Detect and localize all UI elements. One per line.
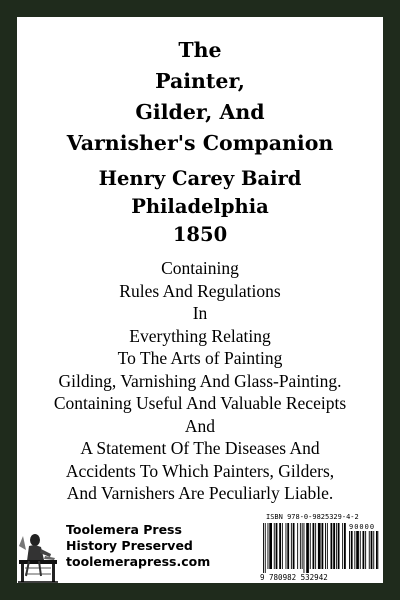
description-line: In: [192, 303, 208, 323]
description-line: Gilding, Varnishing And Glass-Painting.: [58, 370, 342, 391]
ean-barcode-bars: [263, 523, 347, 573]
description-line: And Varnishers Are Peculiarly Liable.: [66, 483, 334, 503]
isbn-label: ISBN 978-0-9825329-4-2: [266, 513, 359, 521]
publisher-website: toolemerapress.com: [66, 554, 211, 569]
addon-digits: 90000: [349, 523, 376, 531]
description-line: Containing Useful And Valuable Receipts: [53, 393, 347, 413]
title-line-4: Varnisher's Companion: [66, 131, 334, 155]
publisher-name: Toolemera Press: [66, 522, 182, 537]
description-line: Rules And Regulations: [119, 280, 281, 301]
book-description: [17, 257, 383, 505]
description-line: Containing: [161, 258, 239, 278]
description-line: To The Arts of Painting: [117, 348, 283, 368]
publication-year: 1850: [172, 223, 228, 246]
publisher-block: [17, 502, 227, 583]
publisher-text: [66, 522, 210, 570]
ean-digits: 9 780982 532942: [260, 573, 328, 582]
back-cover: [17, 17, 383, 583]
title-line-3: Gilder, And: [135, 100, 265, 124]
description-line: Everything Relating: [129, 325, 271, 346]
author-block: [17, 165, 383, 249]
title-line-2: Painter,: [155, 69, 245, 93]
description-line: Accidents To Which Painters, Gilders,: [65, 460, 335, 481]
publication-place: Philadelphia: [131, 195, 269, 218]
isbn-barcode: [258, 513, 383, 583]
description-line: And: [184, 415, 216, 436]
author-name: Henry Carey Baird: [98, 167, 302, 190]
title-line-1: The: [178, 38, 222, 62]
addon-barcode-bars: [349, 531, 379, 571]
publisher-tagline: History Preserved: [66, 538, 193, 553]
description-line: A Statement Of The Diseases And: [80, 438, 320, 458]
book-title: [17, 35, 383, 159]
craftsman-at-workbench-icon: [17, 516, 59, 584]
